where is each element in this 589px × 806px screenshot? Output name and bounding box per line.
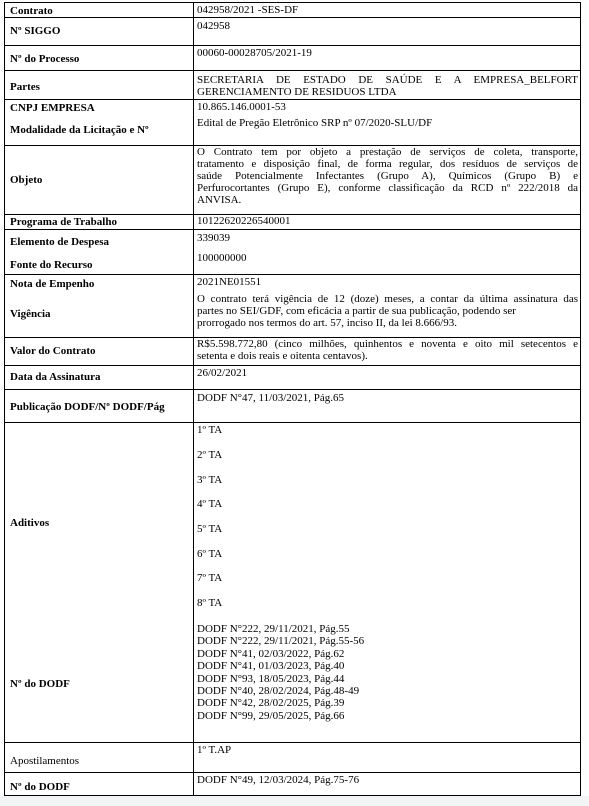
modalidade-label: Modalidade da Licitação e Nº xyxy=(10,124,149,136)
publicacao-value: DODF N°47, 11/03/2021, Pág.65 xyxy=(197,392,344,404)
empenho-value: 2021NE01551 xyxy=(197,276,262,288)
vigencia-label: Vigência xyxy=(10,308,51,320)
apostilamentos-label: Apostilamentos xyxy=(10,755,80,767)
aditivo-item: 5º TA xyxy=(197,523,223,535)
dodf-apost-label: Nº do DODF xyxy=(10,781,70,793)
row-divider xyxy=(5,17,580,18)
apostilamentos-value: 1º T.AP xyxy=(197,744,232,756)
dodf-apost-value: DODF N°49, 12/03/2024, Pág.75-76 xyxy=(197,774,360,786)
column-divider xyxy=(193,3,194,795)
row-divider xyxy=(5,70,580,71)
vigencia-line: O contrato terá vigência de 12 (doze) meses, a contar da última assinatura das xyxy=(197,293,578,305)
cnpj-value: 10.865.146.0001-53 xyxy=(197,101,286,113)
dodf-item: DODF N°93, 18/05/2023, Pág.44 xyxy=(197,673,345,685)
vigencia-line: prorrogado nos termos do art. 57, inciso II, da lei 8.666/93. xyxy=(197,317,457,329)
row-divider xyxy=(5,389,580,390)
row-divider xyxy=(5,45,580,46)
objeto-line: O Contrato tem por objeto a prestação de serviços de coleta, transporte, xyxy=(197,146,578,158)
processo-label: Nº do Processo xyxy=(10,53,80,65)
siggo-label: Nº SIGGO xyxy=(10,25,61,37)
elemento-value: 339039 xyxy=(197,232,230,244)
valor-line2: setenta e dois reais e oitenta centavos). xyxy=(197,350,368,362)
dodf-item: DODF N°40, 28/02/2024, Pág.48-49 xyxy=(197,685,360,697)
publicacao-label: Publicação DODF/Nº DODF/Pág xyxy=(10,401,165,413)
objeto-line: saúde Potencialmente Infectantes (Grupo A), Químicos (Grupo B) e xyxy=(197,170,578,182)
aditivo-item: 6º TA xyxy=(197,548,223,560)
objeto-label: Objeto xyxy=(10,174,43,186)
objeto-line: tratamento e disposição final, de forma regular, dos resíduos de serviços de xyxy=(197,158,578,170)
aditivo-item: 2º TA xyxy=(197,449,223,461)
objeto-line: ANVISA. xyxy=(197,194,242,206)
fonte-label: Fonte do Recurso xyxy=(10,259,93,271)
row-divider xyxy=(5,229,580,230)
partes-line2: GERENCIAMENTO DE RESIDUOS LTDA xyxy=(197,86,397,98)
contrato-label: Contrato xyxy=(10,5,53,17)
dodf-item: DODF N°222, 29/11/2021, Pág.55-56 xyxy=(197,635,365,647)
programa-label: Programa de Trabalho xyxy=(10,216,117,228)
contract-table xyxy=(4,2,581,796)
aditivos-label: Aditivos xyxy=(10,517,50,529)
aditivo-item: 4º TA xyxy=(197,498,223,510)
row-divider xyxy=(5,365,580,366)
dodf-item: DODF N°42, 28/02/2025, Pág.39 xyxy=(197,697,345,709)
fonte-value: 100000000 xyxy=(197,252,247,264)
row-divider xyxy=(5,214,580,215)
row-divider xyxy=(5,274,580,275)
aditivo-item: 7º TA xyxy=(197,572,223,584)
row-divider xyxy=(5,99,580,100)
dodf-item: DODF N°41, 02/03/2022, Pág.62 xyxy=(197,648,345,660)
vigencia-line: partes no SEI/GDF, com eficácia a partir de sua publicação, podendo ser xyxy=(197,305,516,317)
page-bottom-strip xyxy=(0,796,589,806)
dodf-item: DODF N°222, 29/11/2021, Pág.55 xyxy=(197,623,350,635)
valor-line1: R$5.598.772,80 (cinco milhões, quinhentos e noventa e oito mil setecentos e xyxy=(197,338,578,350)
elemento-label: Elemento de Despesa xyxy=(10,236,109,248)
aditivo-item: 1º TA xyxy=(197,424,223,436)
row-divider xyxy=(5,742,580,743)
assinatura-value: 26/02/2021 xyxy=(197,367,248,379)
assinatura-label: Data da Assinatura xyxy=(10,371,101,383)
modalidade-value: Edital de Pregão Eletrônico SRP nº 07/2020-SLU/DF xyxy=(197,117,433,129)
partes-line1: SECRETARIA DE ESTADO DE SAÚDE E A EMPRESA_BELFORT xyxy=(197,74,578,86)
empenho-label: Nota de Empenho xyxy=(10,278,95,290)
contrato-value: 042958/2021 -SES-DF xyxy=(197,4,299,16)
row-divider xyxy=(5,422,580,423)
dodf-aditivos-label: Nº do DODF xyxy=(10,678,70,690)
aditivo-item: 8º TA xyxy=(197,597,223,609)
valor-label: Valor do Contrato xyxy=(10,345,96,357)
programa-value: 10122620226540001 xyxy=(197,215,291,227)
dodf-item: DODF N°99, 29/05/2025, Pág.66 xyxy=(197,710,345,722)
dodf-item: DODF N°41, 01/03/2023, Pág.40 xyxy=(197,660,345,672)
partes-label: Partes xyxy=(10,81,40,93)
aditivo-item: 3º TA xyxy=(197,474,223,486)
cnpj-label: CNPJ EMPRESA xyxy=(10,102,95,114)
processo-value: 00060-00028705/2021-19 xyxy=(197,47,312,59)
row-divider xyxy=(5,772,580,773)
objeto-line: Perfurocortantes (Grupo E), conforme classificação da RCD nº 222/2018 da xyxy=(197,182,578,194)
siggo-value: 042958 xyxy=(197,20,230,32)
